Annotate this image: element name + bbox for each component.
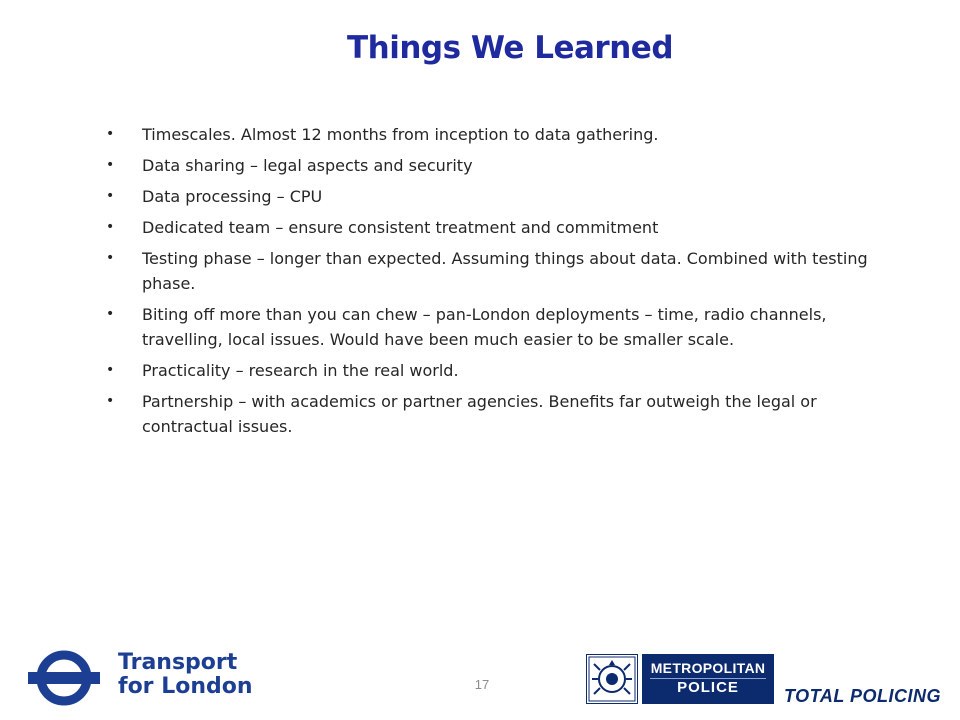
- bullet-dot: •: [106, 306, 115, 322]
- bullet-item: [106, 246, 887, 296]
- bullet-text: Practicality – research in the real world.: [142, 361, 459, 380]
- page-number: 17: [474, 677, 490, 692]
- bullet-text: Timescales. Almost 12 months from inception to data gathering.: [142, 125, 659, 144]
- bullet-dot: •: [106, 219, 115, 235]
- bullet-text: Data sharing – legal aspects and security: [142, 156, 473, 175]
- met-crest-icon: [586, 654, 638, 704]
- total-policing-tagline: TOTAL POLICING: [784, 686, 942, 706]
- tfl-line1: Transport: [118, 650, 238, 675]
- met-line2: POLICE: [677, 679, 739, 696]
- bullet-item: [106, 153, 887, 178]
- bullet-dot: •: [106, 393, 115, 409]
- met-line1: METROPOLITAN: [650, 660, 766, 676]
- bullet-dot: •: [106, 362, 115, 378]
- tfl-roundel-icon: [24, 648, 104, 708]
- bullet-text: Dedicated team – ensure consistent treatment and commitment: [142, 218, 659, 237]
- bullet-text: Data processing – CPU: [142, 187, 323, 206]
- bullet-dot: •: [106, 157, 115, 173]
- bullet-text: Biting off more than you can chew – pan-London deployments – time, radio channels, travelling, local issues. Would have been much easier to be smaller scale.: [142, 305, 827, 349]
- bullet-item: [106, 302, 887, 352]
- bullet-list: [106, 122, 887, 445]
- bullet-item: [106, 215, 887, 240]
- bullet-item: [106, 184, 887, 209]
- bullet-dot: •: [106, 126, 115, 142]
- tfl-line2: for London: [118, 674, 253, 699]
- tfl-wordmark: [118, 651, 253, 699]
- met-police-wordmark: [642, 654, 774, 704]
- bullet-dot: •: [106, 250, 115, 266]
- bullet-item: [106, 122, 887, 147]
- bullet-dot: •: [106, 188, 115, 204]
- slide-title: Things We Learned: [346, 30, 674, 66]
- bullet-text: Testing phase – longer than expected. Assuming things about data. Combined with testing phase.: [142, 249, 868, 293]
- bullet-text: Partnership – with academics or partner agencies. Benefits far outweigh the legal or contractual issues.: [142, 392, 817, 436]
- bullet-item: [106, 389, 887, 439]
- bullet-item: [106, 358, 887, 383]
